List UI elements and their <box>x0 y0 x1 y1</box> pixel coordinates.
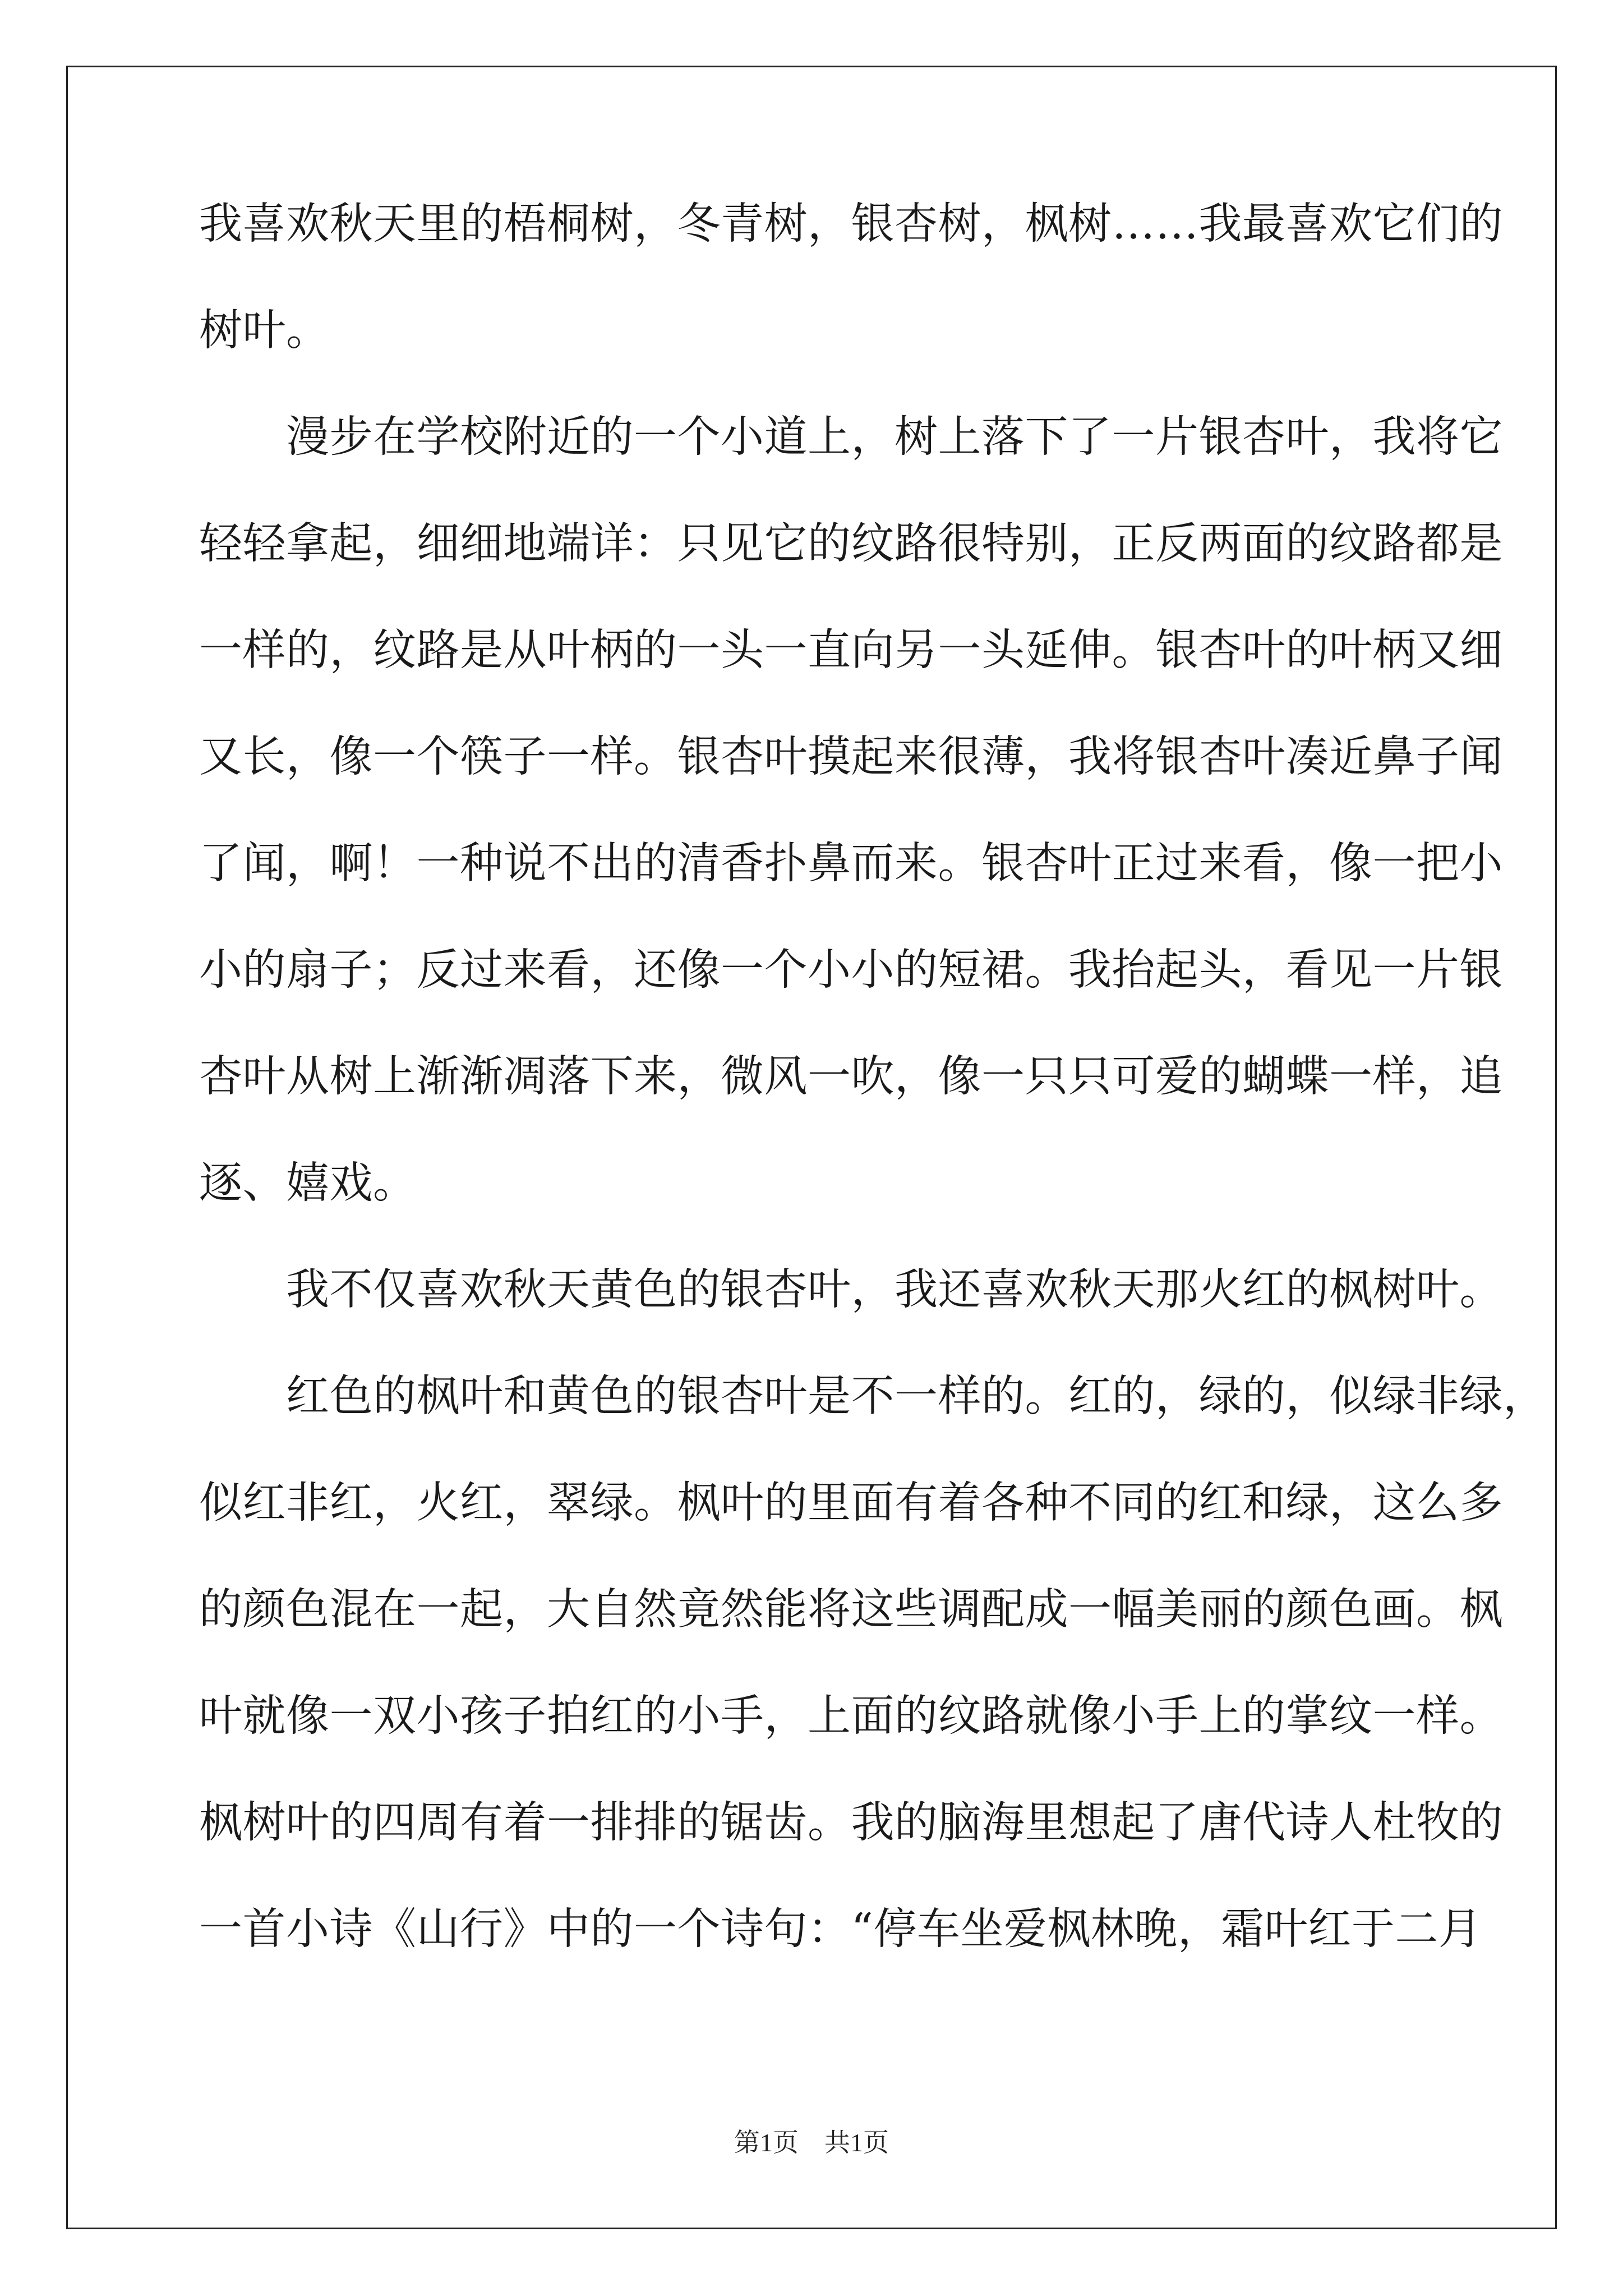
text-line: 似红非红，火红，翠绿。枫叶的里面有着各种不同的红和绿，这么多 <box>199 1478 1503 1528</box>
text-line: 一首小诗《山行》中的一个诗句：“停车坐爱枫林晚，霜叶红于二月 <box>199 1904 1482 1954</box>
text-line: 红色的枫叶和黄色的银杏叶是不一样的。红的，绿的，似绿非绿， <box>199 1372 1547 1421</box>
text-line: 轻轻拿起，细细地端详：只见它的纹路很特别，正反两面的纹路都是 <box>199 519 1503 569</box>
page-total: 共1页 <box>824 2128 889 2157</box>
text-line: 我喜欢秋天里的梧桐树，冬青树，银杏树，枫树……我最喜欢它们的 <box>199 199 1503 249</box>
page-number: 第1页 <box>734 2128 799 2157</box>
text-line: 杏叶从树上渐渐凋落下来，微风一吹，像一只只可爱的蝴蝶一样，追 <box>199 1052 1503 1102</box>
text-line: 又长，像一个筷子一样。银杏叶摸起来很薄，我将银杏叶凑近鼻子闻 <box>199 732 1503 782</box>
text-line: 逐、嬉戏。 <box>199 1158 417 1208</box>
text-line: 我不仅喜欢秋天黄色的银杏叶，我还喜欢秋天那火红的枫树叶。 <box>199 1265 1503 1315</box>
text-line: 的颜色混在一起，大自然竟然能将这些调配成一幅美丽的颜色画。枫 <box>199 1585 1503 1635</box>
page-footer <box>0 2126 1623 2160</box>
text-line: 叶就像一双小孩子拍红的小手，上面的纹路就像小手上的掌纹一样。 <box>199 1691 1503 1741</box>
text-line: 了闻，啊！一种说不出的清香扑鼻而来。银杏叶正过来看，像一把小 <box>199 839 1503 889</box>
text-line: 漫步在学校附近的一个小道上，树上落下了一片银杏叶，我将它 <box>199 412 1503 462</box>
text-line: 枫树叶的四周有着一排排的锯齿。我的脑海里想起了唐代诗人杜牧的 <box>199 1798 1503 1848</box>
text-line: 小的扇子；反过来看，还像一个小小的短裙。我抬起头，看见一片银 <box>199 945 1503 995</box>
text-line: 一样的，纹路是从叶柄的一头一直向另一头延伸。银杏叶的叶柄又细 <box>199 625 1503 675</box>
text-line: 树叶。 <box>199 306 330 356</box>
